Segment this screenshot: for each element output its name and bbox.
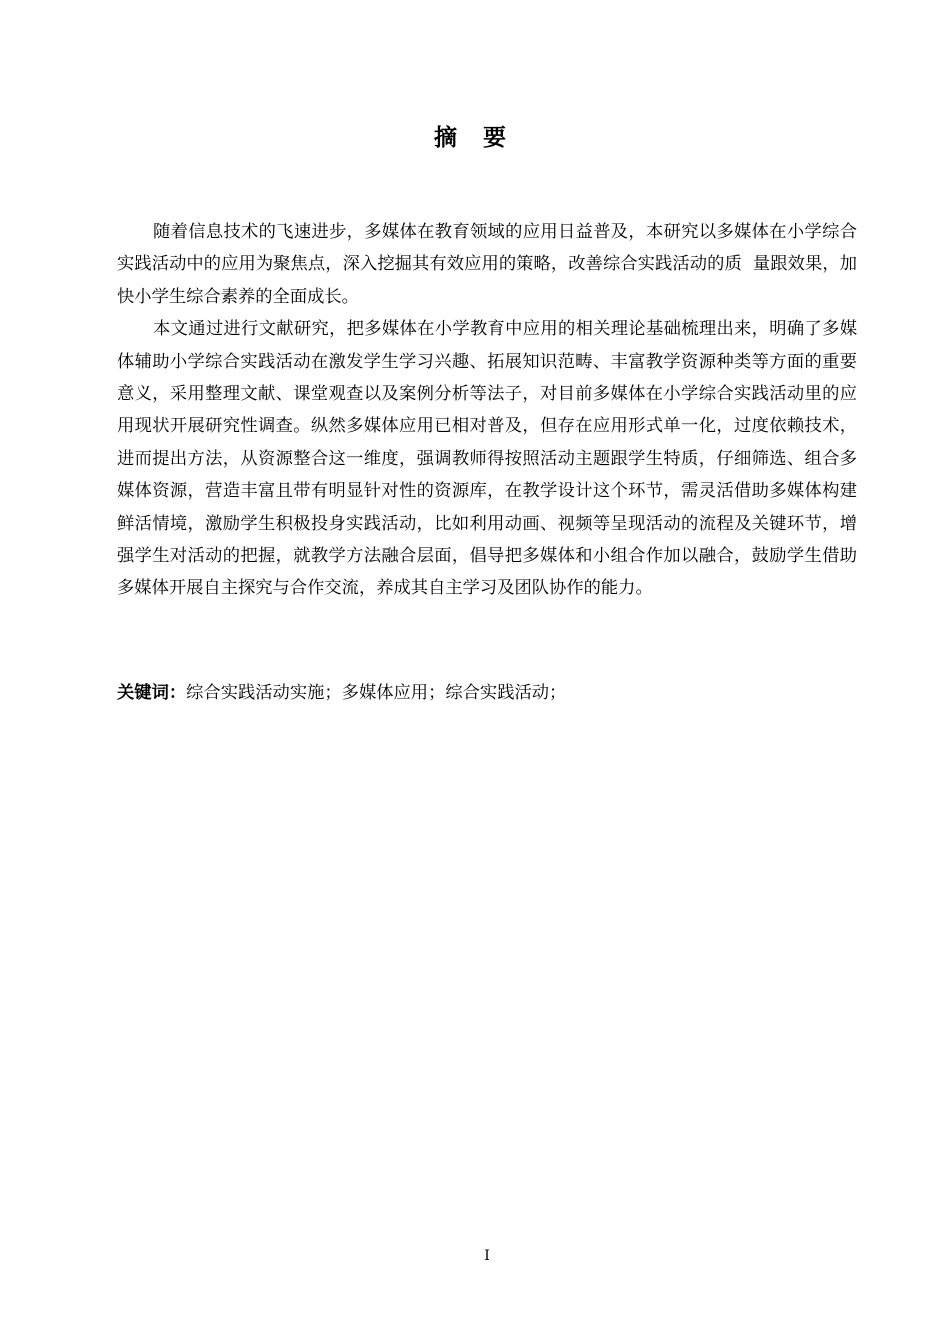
page-number: I: [484, 1248, 490, 1264]
abstract-paragraph-2: 本文通过进行文献研究，把多媒体在小学教育中应用的相关理论基础梳理出来，明确了多媒体辅助小学综合实践活动在激发学生学习兴趣、拓展知识范畴、丰富教学资源种类等方面的重要意义，采用整理文献、课堂观查以及案例分析等法子，对目前多媒体在小学综合实践活动里的应用现状开展研究性调查。纵然多媒体应用已相对普及，但存在应用形式单一化，过度依赖技术，进而提出方法，从资源整合这一维度，强调教师得按照活动主题跟学生特质，仔细筛选、组合多媒体资源，营造丰富且带有明显针对性的资源库，在教学设计这个环节，需灵活借助多媒体构建鲜活情境，激励学生积极投身实践活动，比如利用动画、视频等呈现活动的流程及关键环节，增强学生对活动的把握，就教学方法融合层面，倡导把多媒体和小组合作加以融合，鼓励学生借助多媒体开展自主探究与合作交流，养成其自主学习及团队协作的能力。: [117, 319, 857, 599]
abstract-paragraph-1: 随着信息技术的飞速进步，多媒体在教育领域的应用日益普及，本研究以多媒体在小学综合实践活动中的应用为聚焦点，深入挖掘其有效应用的策略，改善综合实践活动的质 量跟效果，加快小学生综合素养的全面成长。: [117, 222, 857, 307]
keywords-label: 关键词：: [117, 683, 187, 703]
keywords-line: [117, 677, 857, 709]
abstract-body: [117, 216, 857, 605]
keywords-text: 综合实践活动实施；多媒体应用；综合实践活动；: [186, 683, 567, 703]
page-title: 摘要: [434, 125, 532, 151]
